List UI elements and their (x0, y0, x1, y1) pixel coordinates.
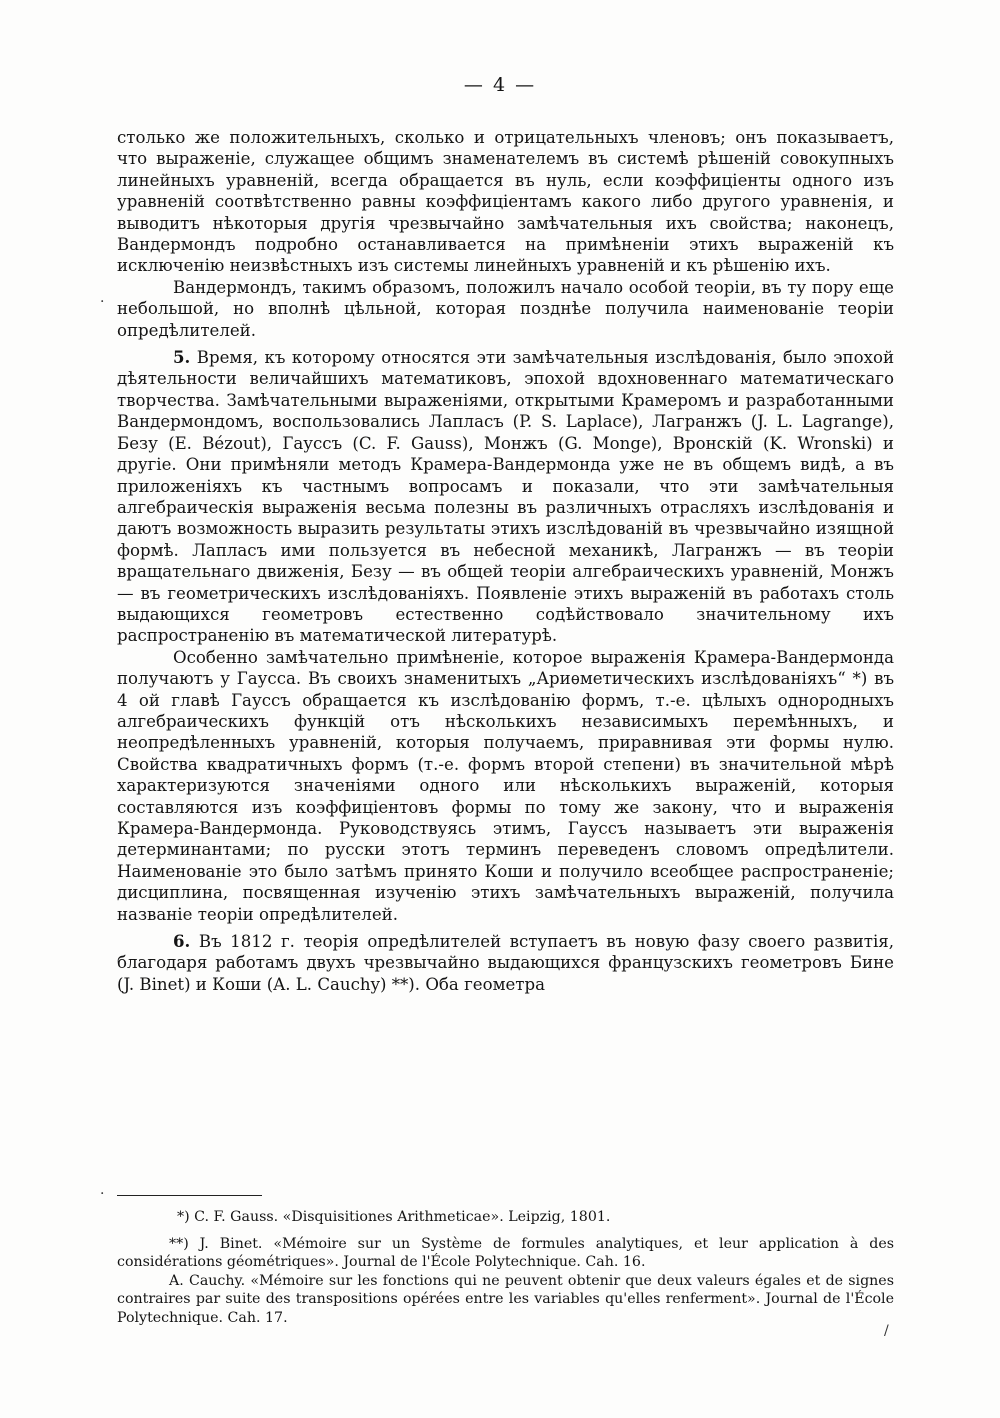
footnote-binet: **) J. Binet. «Mémoire sur un Système de formules analytiques, et leur application à des considérations géométriques». Journal de l'École Polytechnique. Cah. 16. (117, 1235, 894, 1271)
scan-speck: · (100, 294, 105, 310)
section-number-5: 5. (173, 347, 191, 368)
paragraph-section-6 (117, 931, 894, 995)
scan-speck: · (100, 1186, 105, 1202)
footnote-gauss: *) C. F. Gauss. «Disquisitiones Arithmeticae». Leipzig, 1801. (177, 1209, 611, 1225)
paragraph-section-5 (117, 347, 894, 647)
footnotes (117, 1208, 894, 1328)
section-number-6: 6. (173, 931, 191, 952)
main-text (117, 127, 894, 995)
footnote-cauchy: A. Cauchy. «Mémoire sur les fonctions qui ne peuvent obtenir que deux valeurs égales et de signes contraires par suite des transpositions opérées entre les variables qu'elles renferment». Journal de l'École Polytechnique. Cah. 17. (117, 1272, 894, 1326)
scan-speck: / (884, 1323, 889, 1339)
page-number: — 4 — (463, 74, 537, 96)
paragraph-gauss: Особенно замѣчательно примѣненіе, которое выраженія Крамера-Вандермонда получаютъ у Гаусса. Въ своихъ знаменитыхъ „Ариѳметическихъ изслѣдованіяхъ“ *) въ 4 ой главѣ Гауссъ обращается къ изслѣдованію формъ, т.-е. цѣлыхъ однородныхъ алгебраическихъ функцій отъ нѣсколькихъ независимыхъ перемѣнныхъ, и неопредѣленныхъ уравненій, которыя получаемъ, приравнивая эти формы нулю. Свойства квадратичныхъ формъ (т.-е. формъ второй степени) въ значительной мѣрѣ характеризуются значеніями одного или нѣсколькихъ выраженій, которыя составляются изъ коэффиціентовъ формы по тому же закону, что и выраженія Крамера-Вандермонда. Руководствуясь этимъ, Гауссъ называетъ эти выраженія детерминантами; по русски этотъ терминъ переведенъ словомъ опредѣлители. Наименованіе это было затѣмъ принято Коши и получило всеобщее распространеніе; дисциплина, посвященная изученію этихъ замѣчательныхъ выраженій, получила названіе теоріи опредѣлителей. (117, 647, 894, 924)
paragraph-vandermonde-summary: Вандермондъ, такимъ образомъ, положилъ начало особой теоріи, въ ту пору еще небольшой, но вполнѣ цѣльной, которая позднѣе получила наименованіе теоріи опредѣлителей. (117, 277, 894, 340)
footnote-divider (117, 1195, 262, 1196)
section-5-text: Время, къ которому относятся эти замѣчательныя изслѣдованія, было эпохой дѣятельности величайшихъ математиковъ, эпохой вдохновеннаго математическаго творчества. Замѣчательными выраженіями, открытыми Крамеромъ и разработанными Вандермондомъ, воспользовались Лапласъ (P. S. Laplace), Лагранжъ (J. L. Lagrange), Безу (E. Bézout), Гауссъ (C. F. Gauss), Монжъ (G. Monge), Вронскій (K. Wronski) и другіе. Они примѣняли методъ Крамера-Вандермонда уже не въ общемъ видѣ, а въ приложеніяхъ къ частнымъ вопросамъ и показали, что эти замѣчательныя алгебраическія выраженія весьма полезны въ различныхъ отрасляхъ изслѣдованія и даютъ возможность выразить результаты этихъ изслѣдованій въ чрезвычайно изящной формѣ. Лапласъ ими пользуется въ небесной механикѣ, Лагранжъ — въ теоріи вращательнаго движенія, Безу — въ общей теоріи алгебраическихъ уравненій, Монжъ — въ геометрическихъ изслѣдованіяхъ. Появленіе этихъ выраженій въ работахъ столь выдающихся геометровъ естественно содѣйствовало значительному ихъ распространенію въ математической литературѣ. (117, 348, 894, 646)
paragraph-continuation: столько же положительныхъ, сколько и отрицательныхъ членовъ; онъ показываетъ, что выраженіе, служащее общимъ знаменателемъ въ системѣ рѣшеній совокупныхъ линейныхъ уравненій, всегда обращается въ нуль, если коэффиціенты одного изъ уравненій соотвѣтственно равны коэффиціентамъ какого либо другого уравненія, и выводитъ нѣкоторыя другія чрезвычайно замѣчательныя ихъ свойства; наконецъ, Вандермондъ подробно останавливается на примѣненіи этихъ выраженій къ исключенію неизвѣстныхъ изъ системы линейныхъ уравненій и къ рѣшенію ихъ. (117, 128, 894, 276)
section-6-text: Въ 1812 г. теорія опредѣлителей вступаетъ въ новую фазу своего развитія, благодаря работамъ двухъ чрезвычайно выдающихся французскихъ геометровъ Бине (J. Binet) и Коши (A. L. Cauchy) **). Оба геометра (117, 932, 894, 994)
